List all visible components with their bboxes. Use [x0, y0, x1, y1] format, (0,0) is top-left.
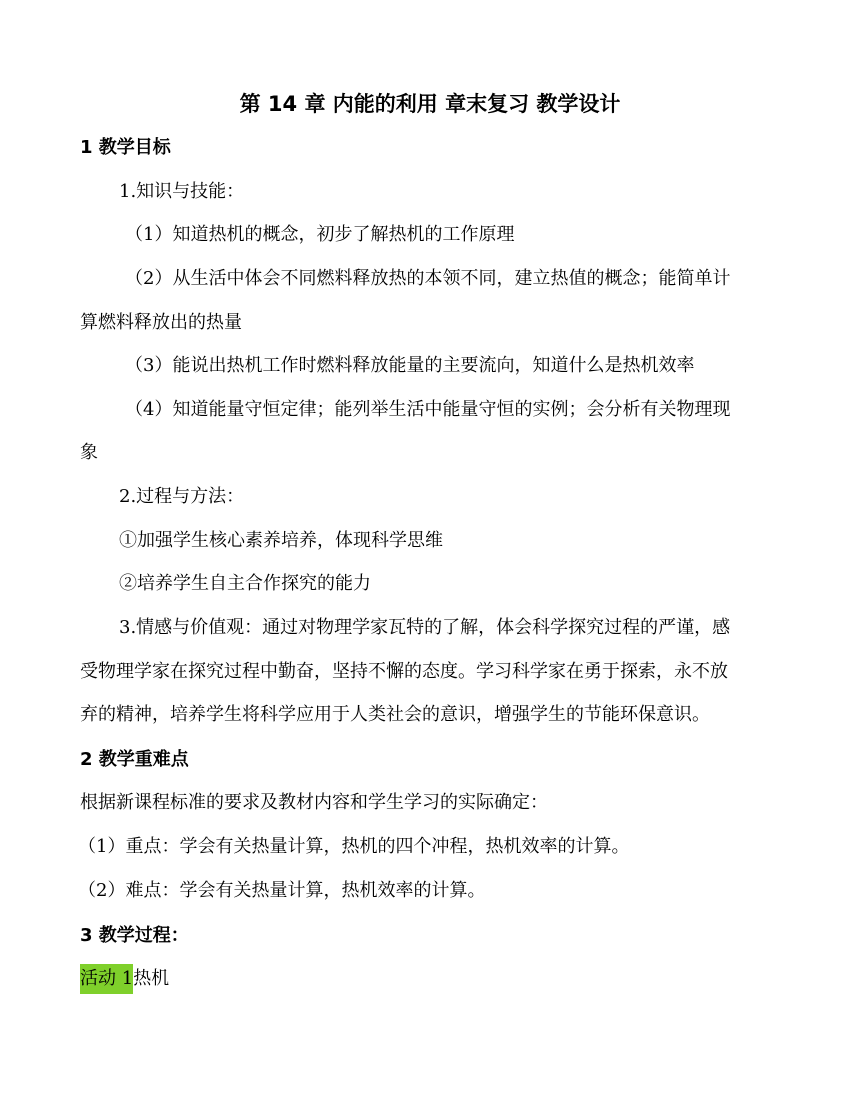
objective-item-4-line1: （4）知道能量守恒定律；能列举生活中能量守恒的实例；会分析有关物理现 — [125, 399, 731, 420]
objective-item-1: （1）知道热机的概念，初步了解热机的工作原理 — [125, 224, 515, 245]
objective-item-2-line1: （2）从生活中体会不同燃料释放热的本领不同，建立热值的概念；能简单计 — [125, 268, 731, 289]
section2-intro: 根据新课程标准的要求及教材内容和学生学习的实际确定： — [80, 792, 548, 813]
section1-heading: 1 教学目标 — [80, 137, 171, 158]
document-title: 第 14 章 内能的利用 章末复习 教学设计 — [239, 92, 621, 116]
objective-item-3: （3）能说出热机工作时燃料释放能量的主要流向，知道什么是热机效率 — [125, 355, 695, 376]
activity-1-line — [80, 964, 780, 994]
process-item-2: ②培养学生自主合作探究的能力 — [119, 573, 371, 594]
objective-item-4-line2: 象 — [80, 442, 98, 463]
values-line2: 受物理学家在探究过程中勤奋，坚持不懈的态度。学习科学家在勇于探索，永不放 — [80, 661, 728, 682]
values-line3: 弃的精神，培养学生将科学应用于人类社会的意识，增强学生的节能环保意识。 — [80, 704, 710, 725]
activity-label-highlight: 活动 1 — [80, 964, 133, 994]
difficult-point: （2）难点：学会有关热量计算，热机效率的计算。 — [78, 880, 486, 901]
skills-label: 1.知识与技能： — [119, 181, 245, 202]
process-method-label: 2.过程与方法： — [119, 486, 245, 507]
section3-heading: 3 教学过程： — [80, 925, 189, 946]
objective-item-2-line2: 算燃料释放出的热量 — [80, 312, 242, 333]
key-point: （1）重点：学会有关热量计算，热机的四个冲程，热机效率的计算。 — [78, 836, 630, 857]
section2-heading: 2 教学重难点 — [80, 749, 189, 770]
process-item-1: ①加强学生核心素养培养，体现科学思维 — [119, 530, 443, 551]
values-line1: 3.情感与价值观：通过对物理学家瓦特的了解，体会科学探究过程的严谨，感 — [119, 617, 731, 638]
activity-title: 热机 — [133, 968, 170, 989]
